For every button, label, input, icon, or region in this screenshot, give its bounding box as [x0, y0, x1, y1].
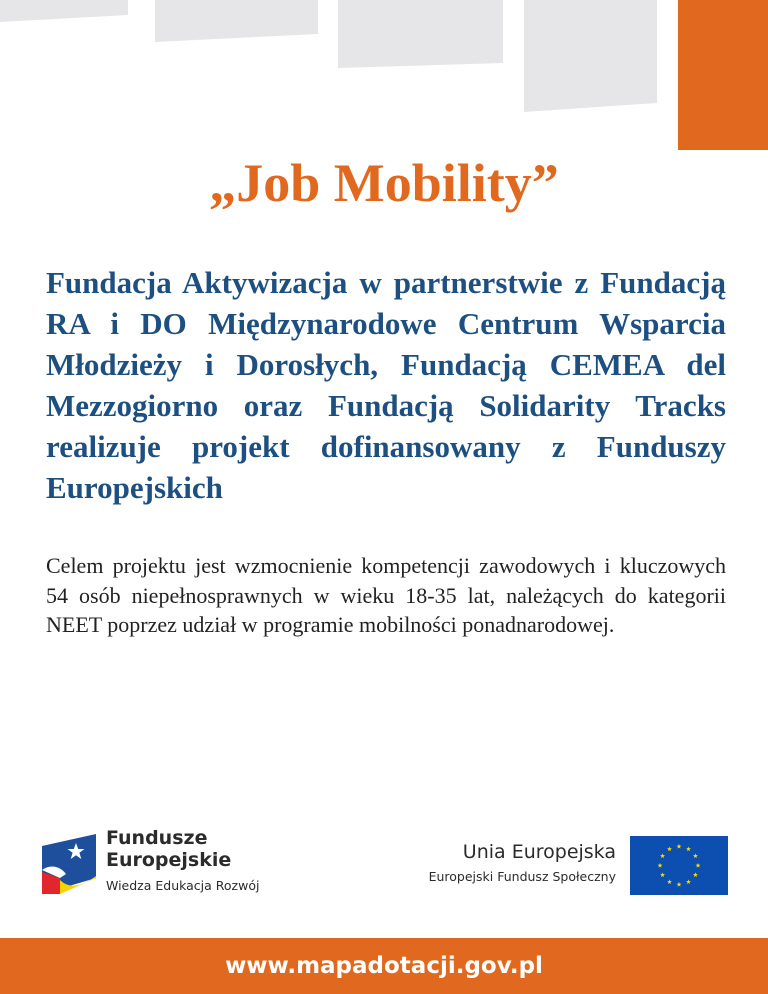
unia-subtitle: Europejski Fundusz Społeczny	[428, 869, 616, 884]
eu-flag-icon	[630, 836, 728, 895]
description-paragraph: Celem projektu jest wzmocnienie kompetencji zawodowych i kluczowych 54 osób niepełnosprawnych w wieku 18-35 lat, należących do kategorii NEET poprzez udział w programie mobilności ponadnarodowej.	[46, 553, 726, 637]
grey-panel-1	[0, 0, 128, 22]
header-decoration	[0, 0, 768, 150]
unia-europejska-logo	[406, 836, 728, 896]
grey-panel-3	[338, 0, 503, 68]
fundusze-europejskie-logo	[40, 828, 300, 900]
grey-panel-4	[524, 0, 657, 112]
footer-bar	[0, 938, 768, 994]
footer-url-link[interactable]: www.mapadotacji.gov.pl	[225, 953, 543, 979]
fundusze-subtitle: Wiedza Edukacja Rozwój	[106, 878, 260, 893]
grey-panel-2	[155, 0, 318, 42]
page-title: „Job Mobility”	[209, 153, 559, 213]
unia-title: Unia Europejska	[462, 841, 616, 863]
fundusze-line1: Fundusze	[106, 827, 208, 849]
fundusze-line2: Europejskie	[106, 849, 232, 871]
fundusze-europejskie-mark-icon	[40, 832, 98, 896]
orange-panel	[678, 0, 768, 150]
intro-paragraph: Fundacja Aktywizacja w partnerstwie z Fundacją RA i DO Międzynarodowe Centrum Wsparcia Młodzieży i Dorosłych, Fundacją CEMEA del Mezzogiorno oraz Fundacją Solidarity Tracks realizuje projekt dofinansowany z Funduszy Europejskich	[46, 265, 726, 505]
